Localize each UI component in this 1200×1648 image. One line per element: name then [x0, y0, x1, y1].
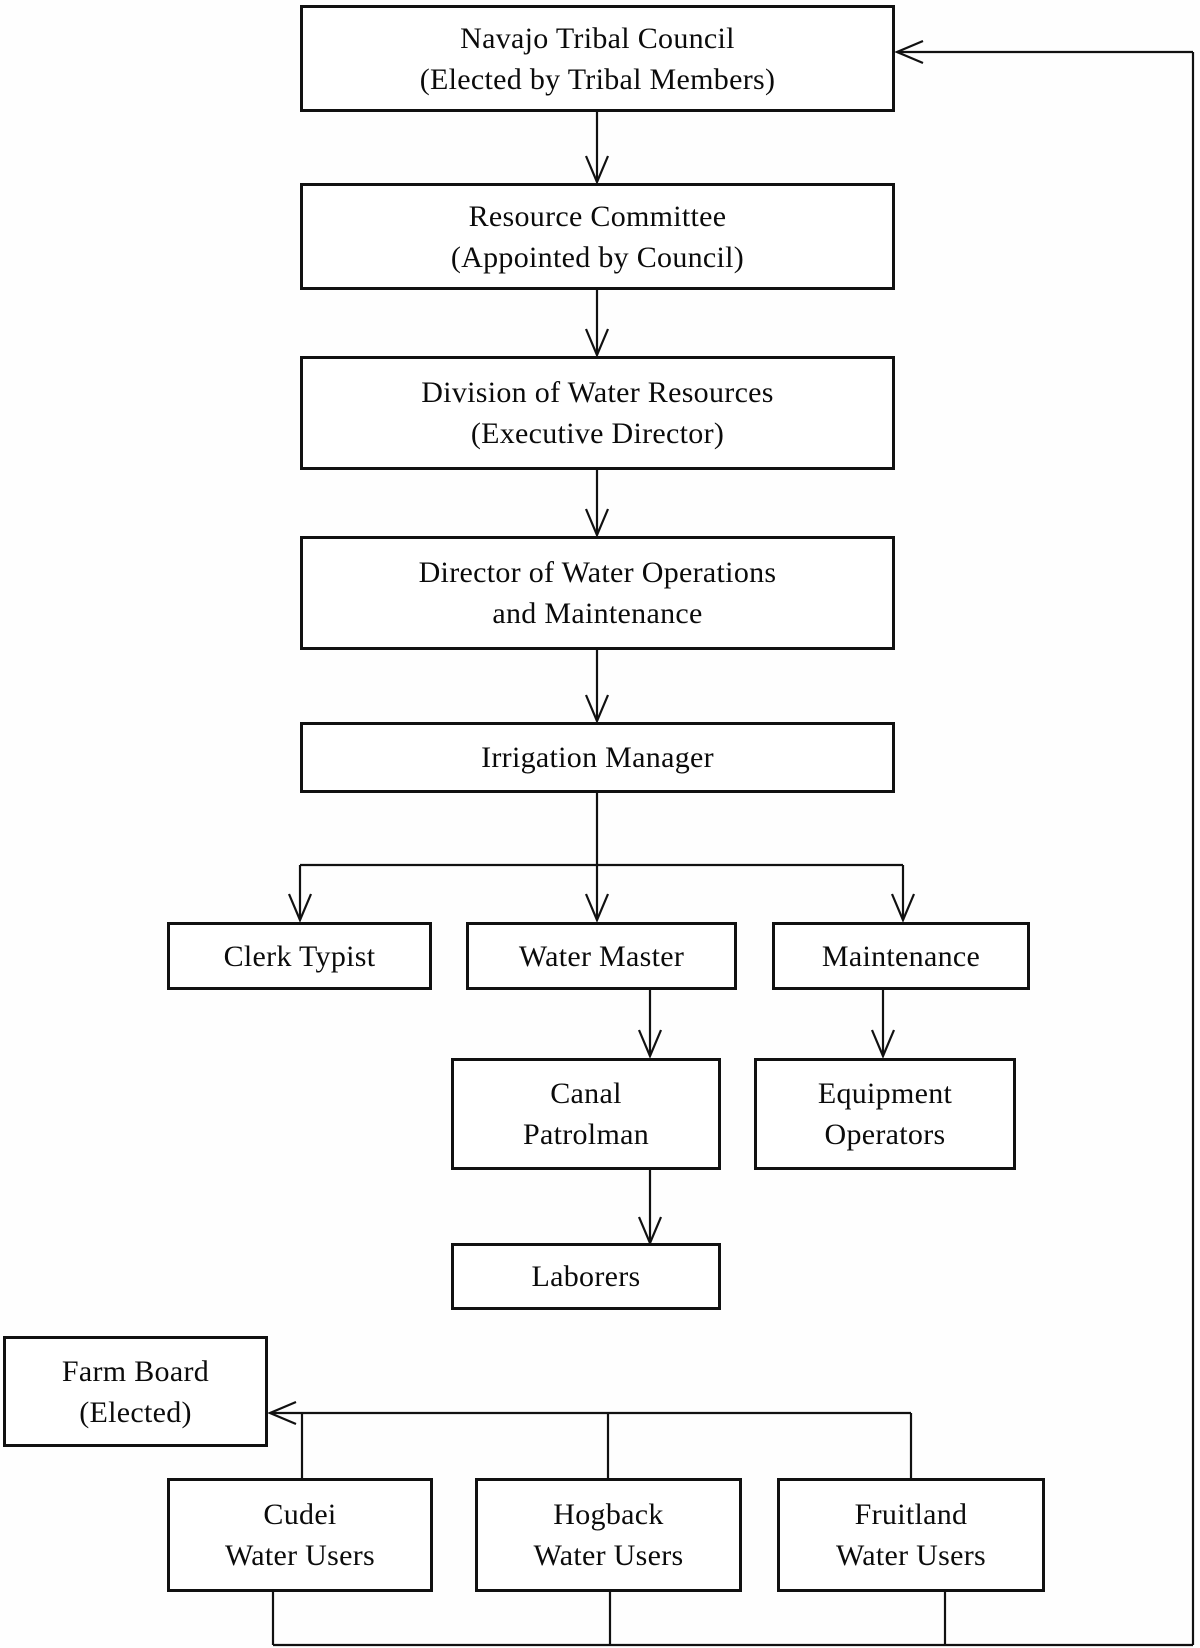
node-label: Cudei	[263, 1498, 337, 1531]
node-label: Maintenance	[821, 939, 981, 973]
node-label: Laborers	[531, 1260, 641, 1293]
node-division-of-water-resources	[300, 356, 895, 470]
node-cudei-water-users	[167, 1478, 433, 1592]
node-label: Farm Board	[61, 1354, 210, 1388]
node-irrigation-manager	[300, 722, 895, 793]
node-sublabel: Operators	[824, 1118, 946, 1151]
node-label: Division of Water Resources	[421, 376, 774, 409]
node-hogback-water-users	[475, 1478, 742, 1592]
node-sublabel: Water Users	[533, 1539, 684, 1572]
node-label: Navajo Tribal Council	[460, 21, 735, 55]
node-sublabel: (Elected)	[79, 1395, 192, 1429]
node-label: Fruitland	[854, 1498, 968, 1531]
node-sublabel: (Elected by Tribal Members)	[419, 62, 776, 96]
node-clerk-typist	[167, 922, 432, 990]
node-laborers	[451, 1243, 721, 1310]
node-canal-patrolman	[451, 1058, 721, 1170]
node-sublabel: (Executive Director)	[470, 417, 725, 450]
node-label: Resource Committee	[468, 199, 727, 233]
node-maintenance	[772, 922, 1030, 990]
node-sublabel: Patrolman	[522, 1118, 649, 1151]
node-navajo-tribal-council	[300, 5, 895, 112]
node-label: Director of Water Operations	[418, 556, 777, 589]
farm-board-connectors	[270, 1402, 911, 1478]
node-label: Water Master	[518, 939, 685, 973]
node-farm-board	[3, 1336, 268, 1447]
node-sublabel: Water Users	[225, 1539, 375, 1572]
node-equipment-operators	[754, 1058, 1016, 1170]
node-fruitland-water-users	[777, 1478, 1045, 1592]
node-label: Hogback	[553, 1498, 664, 1531]
branch-connectors	[289, 793, 914, 920]
node-label: Canal	[550, 1077, 622, 1110]
node-label: Equipment	[817, 1077, 953, 1110]
node-sublabel: Water Users	[836, 1539, 986, 1572]
node-label: Irrigation Manager	[481, 741, 714, 774]
node-water-master	[466, 922, 737, 990]
node-sublabel: (Appointed by Council)	[450, 240, 745, 274]
node-director-of-water-operations	[300, 536, 895, 650]
node-sublabel: and Maintenance	[492, 597, 703, 630]
node-label: Clerk Typist	[223, 939, 376, 973]
node-resource-committee	[300, 183, 895, 290]
